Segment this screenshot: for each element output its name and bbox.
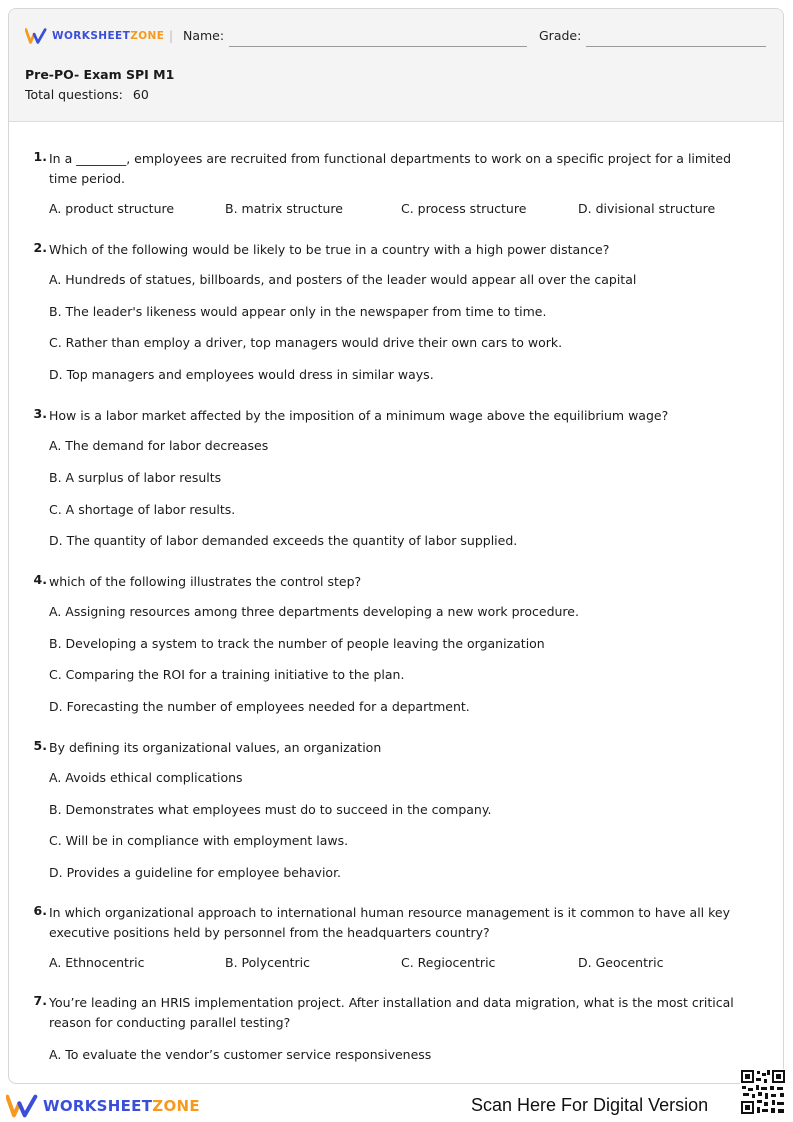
option-a[interactable]: A. Hundreds of statues, billboards, and posters of the leader would appear all over the capital bbox=[49, 272, 637, 287]
option-b[interactable]: B. Developing a system to track the number of people leaving the organization bbox=[49, 636, 545, 651]
total-questions-value: 60 bbox=[132, 87, 149, 102]
option-b[interactable]: B. Polycentric bbox=[225, 955, 311, 970]
question-1 bbox=[29, 149, 749, 229]
grade-label: Grade: bbox=[539, 28, 582, 43]
scan-here-text: Scan Here For Digital Version bbox=[471, 1095, 709, 1115]
question-6 bbox=[29, 903, 749, 983]
option-d[interactable]: D. The quantity of labor demanded exceeds the quantity of labor supplied. bbox=[49, 533, 518, 548]
brand-zone: ZONE bbox=[152, 1097, 200, 1115]
question-number: 7. bbox=[33, 993, 47, 1008]
option-a[interactable]: A. Assigning resources among three departments developing a new work procedure. bbox=[49, 604, 579, 619]
question-5 bbox=[29, 738, 749, 878]
option-a[interactable]: A. Ethnocentric bbox=[49, 955, 145, 970]
question-text: How is a labor market affected by the imposition of a minimum wage above the equilibrium wage? bbox=[49, 408, 669, 423]
header-row bbox=[25, 27, 767, 47]
option-b[interactable]: B. The leader's likeness would appear only in the newspaper from time to time. bbox=[49, 304, 547, 319]
question-text: which of the following illustrates the control step? bbox=[49, 574, 362, 589]
total-questions bbox=[25, 87, 149, 102]
option-a[interactable]: A. To evaluate the vendor’s customer service responsiveness bbox=[49, 1047, 432, 1062]
option-c[interactable]: C. process structure bbox=[401, 201, 527, 216]
option-c[interactable]: C. Comparing the ROI for a training initiative to the plan. bbox=[49, 667, 405, 682]
option-b[interactable]: B. matrix structure bbox=[225, 201, 343, 216]
option-a[interactable]: A. Avoids ethical complications bbox=[49, 770, 243, 785]
header-logo[interactable] bbox=[25, 27, 164, 45]
option-b[interactable]: B. A surplus of labor results bbox=[49, 470, 222, 485]
question-4 bbox=[29, 572, 749, 712]
name-label: Name: bbox=[183, 28, 225, 43]
brand-worksheet: WORKSHEET bbox=[43, 1097, 153, 1115]
brand-text bbox=[52, 30, 164, 42]
qr-code-icon[interactable] bbox=[740, 1069, 786, 1115]
question-number: 4. bbox=[33, 572, 47, 587]
question-number: 2. bbox=[33, 240, 47, 255]
option-a[interactable]: A. The demand for labor decreases bbox=[49, 438, 269, 453]
option-c[interactable]: C. Regiocentric bbox=[401, 955, 496, 970]
grade-field[interactable] bbox=[586, 46, 766, 47]
option-d[interactable]: D. Forecasting the number of employees needed for a department. bbox=[49, 699, 470, 714]
worksheet-zone-logo-icon bbox=[6, 1094, 38, 1118]
option-d[interactable]: D. Provides a guideline for employee behavior. bbox=[49, 865, 342, 880]
option-b[interactable]: B. Demonstrates what employees must do to succeed in the company. bbox=[49, 802, 492, 817]
question-text: Which of the following would be likely to be true in a country with a high power distance? bbox=[49, 242, 610, 257]
question-7 bbox=[29, 993, 749, 1073]
option-c[interactable]: C. A shortage of labor results. bbox=[49, 502, 236, 517]
option-c[interactable]: C. Will be in compliance with employment laws. bbox=[49, 833, 349, 848]
worksheet-sheet bbox=[8, 8, 784, 1084]
brand-worksheet: WORKSHEET bbox=[52, 30, 131, 42]
question-number: 3. bbox=[33, 406, 47, 421]
question-number: 6. bbox=[33, 903, 47, 918]
page-footer bbox=[0, 1086, 793, 1122]
question-number: 5. bbox=[33, 738, 47, 753]
option-c[interactable]: C. Rather than employ a driver, top managers would drive their own cars to work. bbox=[49, 335, 563, 350]
option-d[interactable]: D. Top managers and employees would dress in similar ways. bbox=[49, 367, 434, 382]
question-text: In which organizational approach to international human resource management is it common to have all key executive positions held by personnel from the headquarters country? bbox=[49, 905, 730, 940]
header-separator: | bbox=[169, 29, 174, 43]
total-questions-label: Total questions: bbox=[25, 87, 123, 102]
brand-zone: ZONE bbox=[130, 30, 165, 42]
worksheet-header bbox=[9, 9, 783, 122]
brand-text bbox=[43, 1097, 200, 1115]
question-text: You’re leading an HRIS implementation project. After installation and data migration, what is the most critical reason for conducting parallel testing? bbox=[49, 995, 734, 1030]
question-number: 1. bbox=[33, 149, 47, 164]
footer-logo[interactable] bbox=[6, 1094, 200, 1118]
question-2 bbox=[29, 240, 749, 380]
name-field[interactable] bbox=[229, 46, 527, 47]
worksheet-zone-logo-icon bbox=[25, 27, 47, 45]
question-text: In a ________, employees are recruited from functional departments to work on a specific project for a limited time period. bbox=[49, 151, 732, 186]
question-text: By defining its organizational values, an organization bbox=[49, 740, 382, 755]
exam-title: Pre-PO- Exam SPI M1 bbox=[25, 67, 175, 82]
option-d[interactable]: D. divisional structure bbox=[578, 201, 716, 216]
option-a[interactable]: A. product structure bbox=[49, 201, 175, 216]
option-d[interactable]: D. Geocentric bbox=[578, 955, 664, 970]
question-3 bbox=[29, 406, 749, 546]
